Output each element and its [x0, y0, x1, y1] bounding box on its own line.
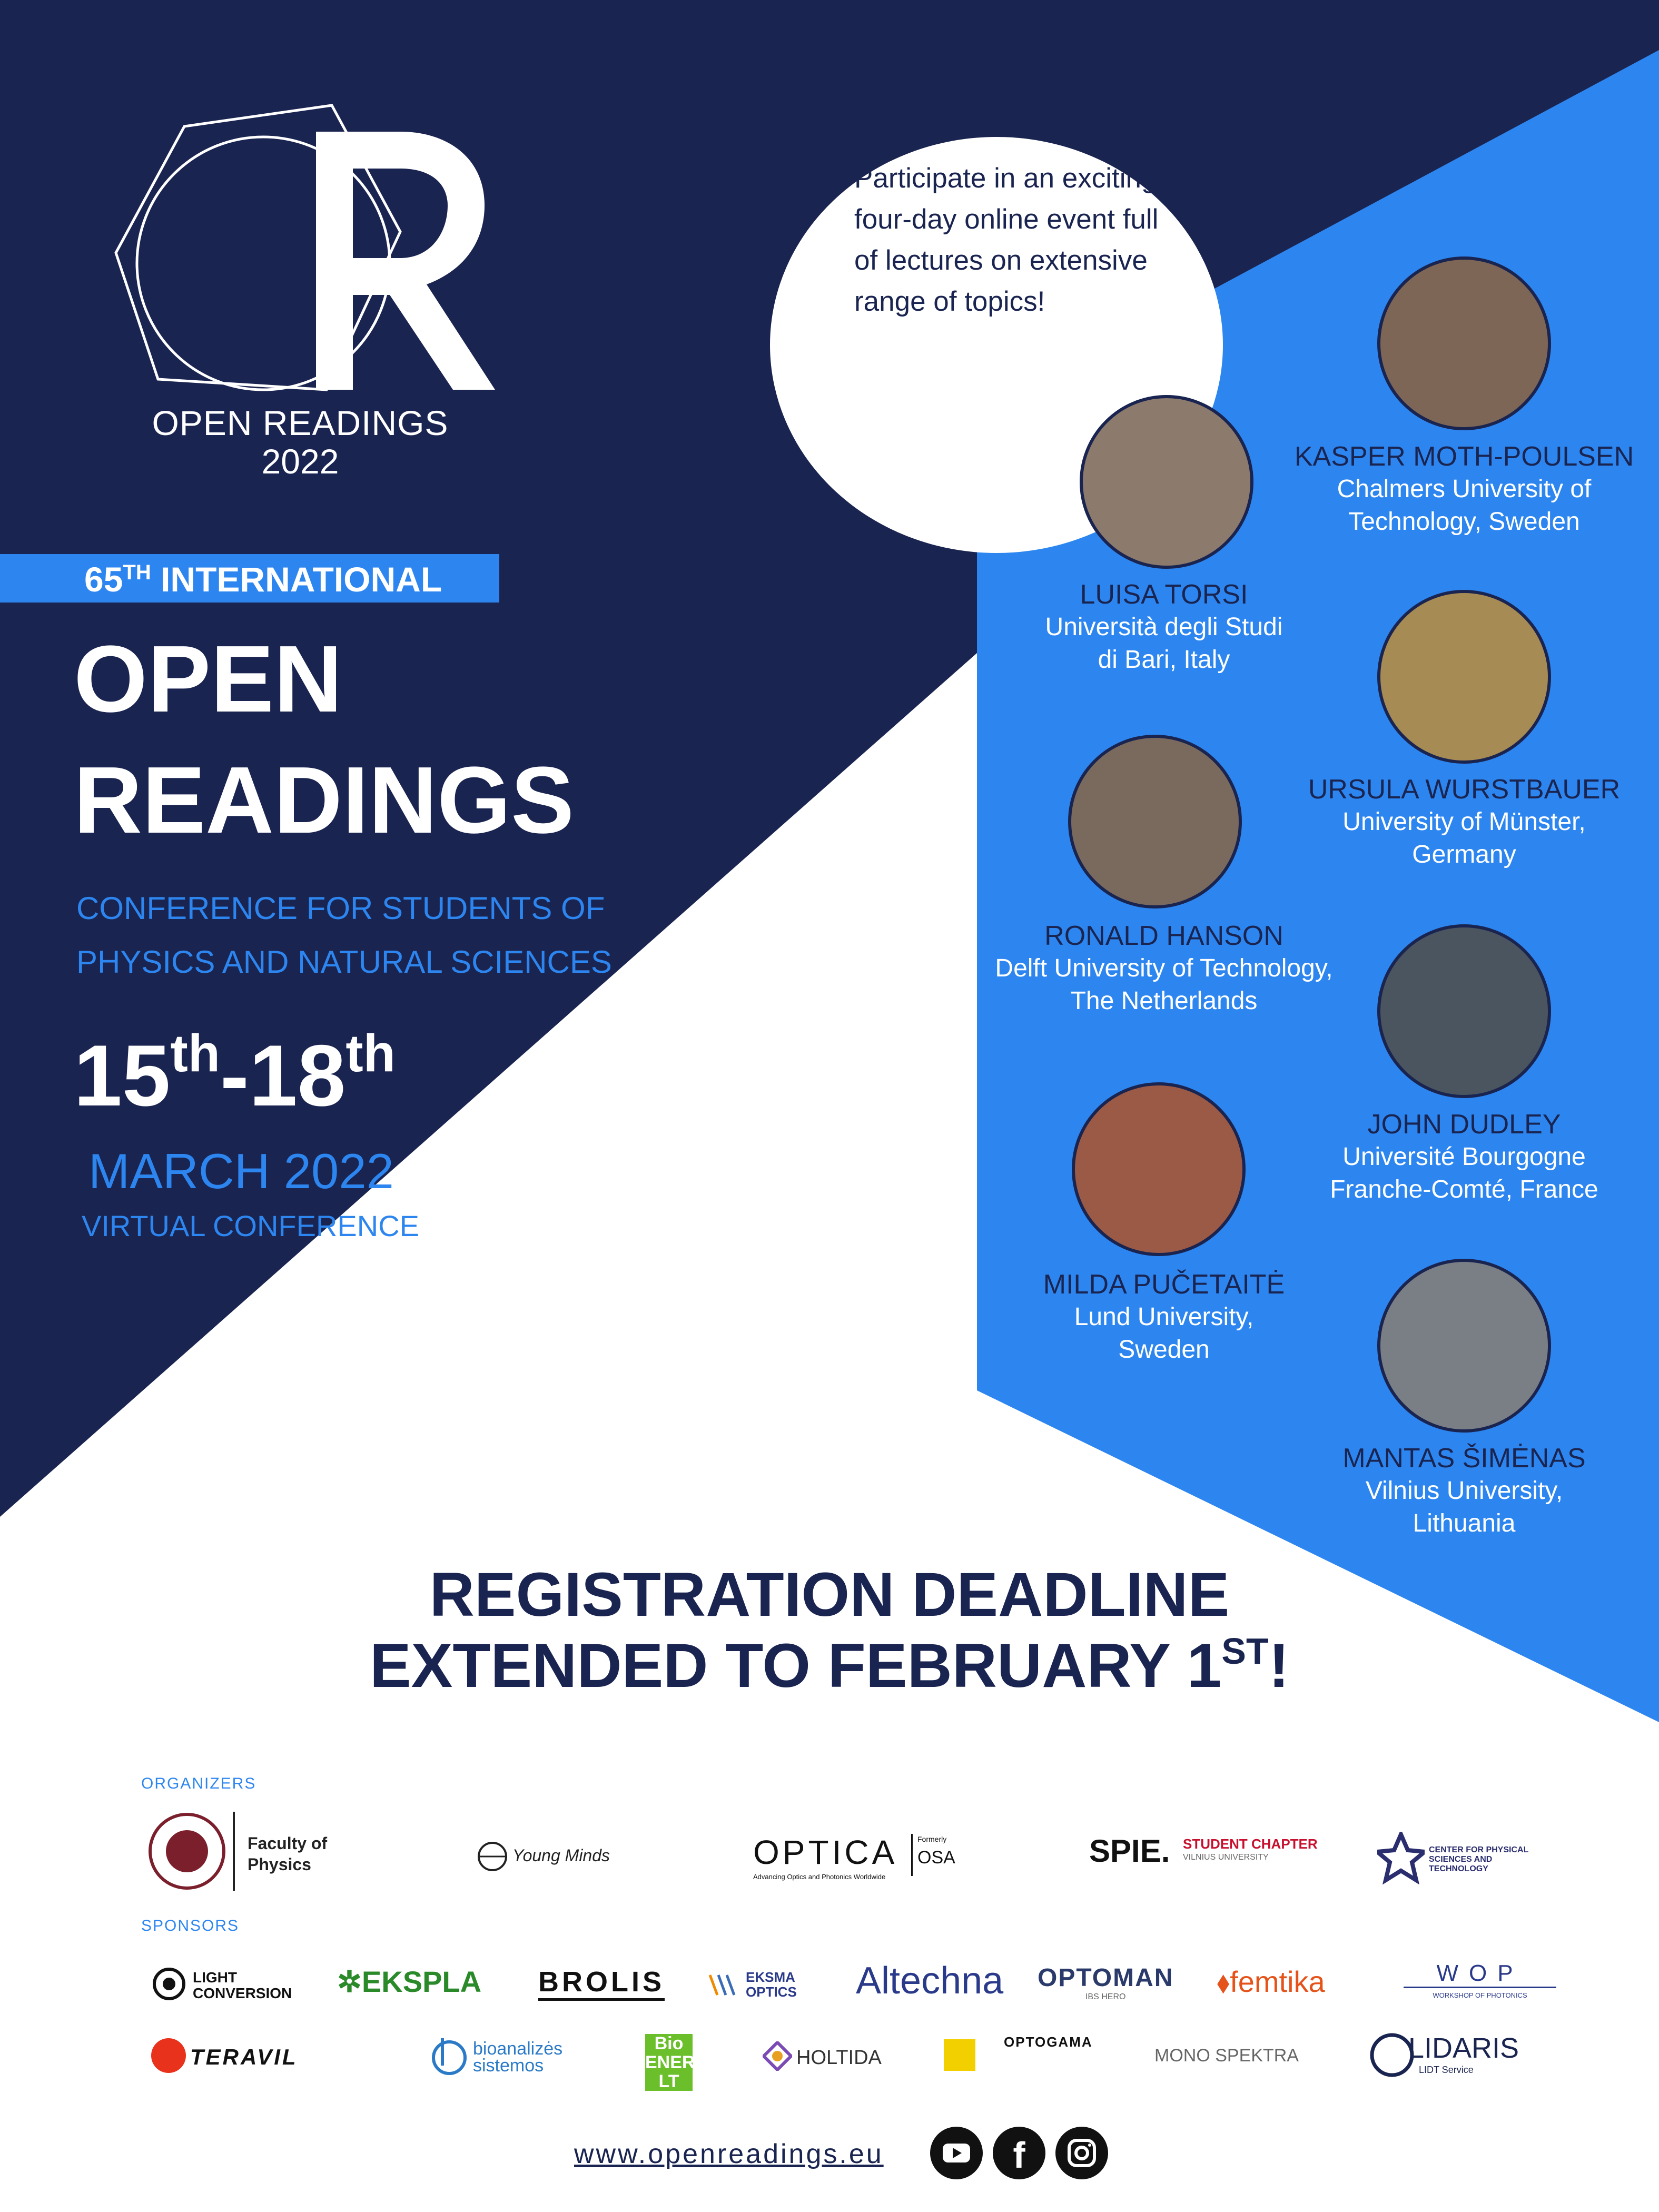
conference-title-line2: READINGS: [74, 747, 575, 853]
conference-format: VIRTUAL CONFERENCE: [82, 1209, 419, 1242]
conference-subtitle-line2: PHYSICS AND NATURAL SCIENCES: [76, 944, 612, 980]
speaker-card: [1253, 1108, 1659, 1206]
open-readings-logo: [105, 95, 506, 411]
red-dot-icon: [150, 2037, 187, 2074]
speaker-name: URSULA WURSTBAUER: [1308, 774, 1621, 805]
speaker-name: MILDA PUČETAITĖ: [1043, 1269, 1285, 1300]
speaker-photo: [1377, 1259, 1551, 1433]
holtida-icon: [763, 2041, 792, 2071]
deadline-line1: REGISTRATION DEADLINE: [429, 1560, 1230, 1630]
brolis-logo: BROLIS: [538, 1966, 665, 2001]
conference-subtitle-line1: CONFERENCE FOR STUDENTS OF: [76, 891, 605, 926]
svg-text:f: f: [1013, 2135, 1025, 2176]
speaker-affiliation: Technology, Sweden: [1348, 508, 1580, 536]
speaker-affiliation: University of Münster,: [1342, 808, 1586, 836]
speaker-affiliation: Lund University,: [1074, 1303, 1254, 1331]
femtika-icon: ⬧: [1217, 1965, 1230, 1998]
speaker-card: [1253, 773, 1659, 871]
international-label: 65TH INTERNATIONAL: [84, 560, 442, 599]
faculty-of-physics-text: Faculty of Physics: [248, 1834, 328, 1874]
speaker-affiliation: di Bari, Italy: [1098, 646, 1230, 674]
speaker-name: KASPER MOTH-POULSEN: [1294, 441, 1634, 472]
youtube-icon[interactable]: [930, 2127, 983, 2179]
speaker-affiliation: Università degli Studi: [1045, 613, 1283, 641]
optogama-icon: [944, 2039, 975, 2071]
speaker-affiliation: Vilnius University,: [1365, 1477, 1563, 1505]
speaker-card: [953, 578, 1375, 676]
star-icon: [1377, 1832, 1425, 1884]
femtika-logo: ⬧femtika: [1217, 1965, 1325, 1998]
ekspla-logo: ✲EKSPLA: [337, 1965, 482, 1998]
info-bubble-text: Participate in an exciting four-day online event full of lectures on extensive range of topics!: [854, 163, 1159, 317]
conference-month: MARCH 2022: [88, 1143, 394, 1199]
deadline-line2: EXTENDED TO FEBRUARY 1ST!: [369, 1631, 1290, 1701]
facebook-icon[interactable]: [993, 2127, 1045, 2179]
eksma-stripes-icon: [707, 1972, 744, 1998]
conference-dates: 15th-18th: [74, 1024, 396, 1124]
speaker-card: [1253, 440, 1659, 538]
speaker-affiliation: The Netherlands: [1070, 987, 1258, 1015]
speaker-name: LUISA TORSI: [1080, 579, 1248, 610]
speaker-name: MANTAS ŠIMĖNAS: [1342, 1443, 1586, 1474]
speaker-affiliation: Chalmers University of: [1337, 475, 1592, 503]
conference-title-line1: OPEN: [74, 626, 343, 732]
speaker-photo: [1072, 1082, 1246, 1256]
university-seal-icon: [147, 1812, 226, 1891]
logo-year: 2022: [261, 442, 339, 481]
optoman-logo: OPTOMAN IBS HERO: [1038, 1964, 1174, 2001]
speaker-photo: [1068, 735, 1242, 908]
speaker-affiliation: Sweden: [1118, 1336, 1210, 1364]
globe-icon: [477, 1841, 508, 1872]
speaker-affiliation: Franche-Comté, France: [1330, 1176, 1598, 1203]
instagram-icon[interactable]: [1055, 2127, 1108, 2179]
mono-spektra-logo: MONO SPEKTRA: [1154, 2046, 1299, 2066]
organizers-label: ORGANIZERS: [141, 1775, 256, 1792]
speaker-affiliation: Germany: [1412, 841, 1516, 868]
speaker-card: [953, 1268, 1375, 1366]
speaker-affiliation: Université Bourgogne: [1342, 1143, 1586, 1171]
speaker-affiliation: Delft University of Technology,: [995, 954, 1333, 982]
logo-name: OPEN READINGS: [152, 403, 449, 442]
speaker-photo: [1377, 256, 1551, 430]
sponsors-label: SPONSORS: [141, 1917, 240, 1934]
speaker-card: [953, 920, 1375, 1018]
bioanalizes-icon: [431, 2034, 468, 2076]
altechna-logo: Altechna: [856, 1960, 1004, 2002]
speaker-photo: [1377, 590, 1551, 764]
bio-energy-logo: Bio ENERGY LT: [645, 2033, 721, 2091]
speaker-name: RONALD HANSON: [1044, 921, 1283, 951]
speaker-photo: [1080, 395, 1253, 569]
workshop-of-photonics-logo: WOP WORKSHOP OF PHOTONICS: [1404, 1960, 1556, 1999]
speaker-affiliation: Lithuania: [1413, 1509, 1516, 1537]
website-link[interactable]: www.openreadings.eu: [574, 2139, 884, 2169]
speaker-name: JOHN DUDLEY: [1367, 1109, 1561, 1140]
speaker-photo: [1377, 924, 1551, 1098]
speaker-card: [1253, 1442, 1659, 1540]
leaf-icon: ✲: [337, 1965, 362, 1998]
light-conversion-icon: [152, 1967, 186, 2001]
